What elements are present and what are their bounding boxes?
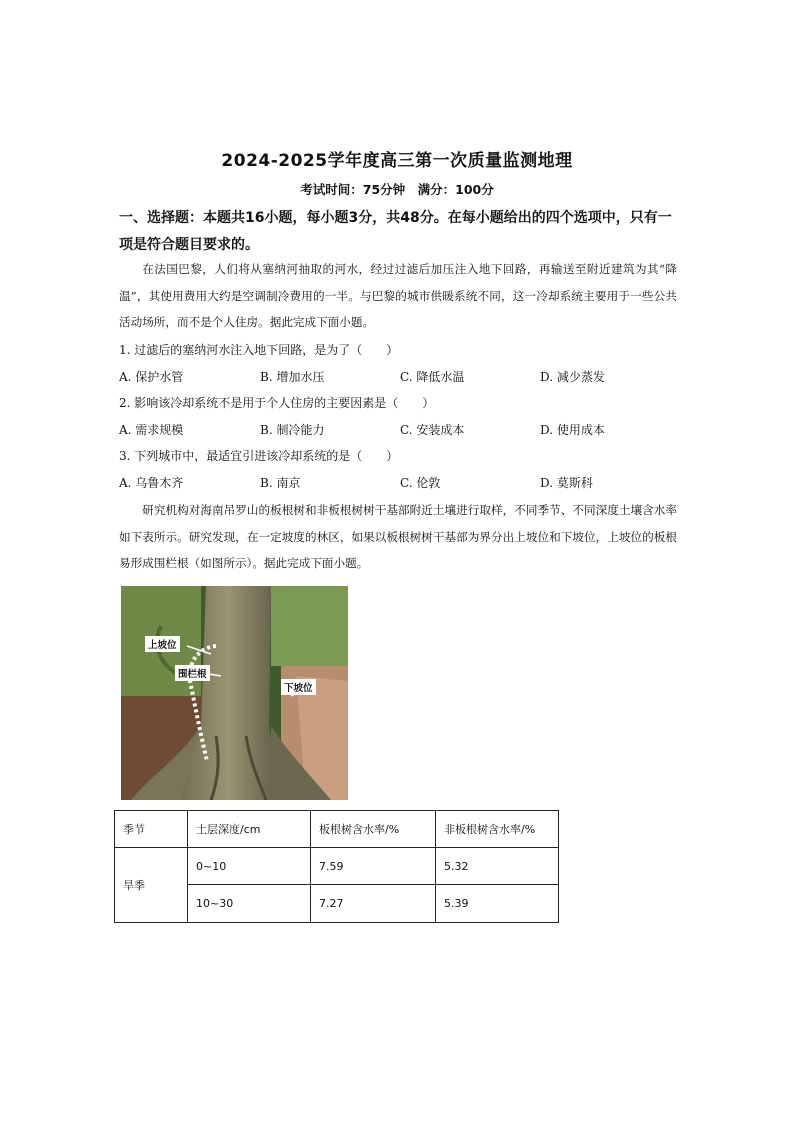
table-header-cell: 板根树含水率/% [311,811,436,848]
table-header-cell: 非板根树含水率/% [436,811,559,848]
table-cell: 0~10 [188,848,311,885]
question-3-stem: 3. 下列城市中，最适宜引进该冷却系统的是（ ） [119,449,399,463]
question-1-option-d: D. 减少蒸发 [540,370,605,384]
question-3-option-b: B. 南京 [260,476,301,490]
passage-1: 在法国巴黎，人们将从塞纳河抽取的河水，经过过滤后加压注入地下回路，再输送至附近建筑为其“降温”，其使用费用大约是空调制冷费用的一半。与巴黎的城市供暖系统不同，这一冷却系统主要用于一些公共活动场所，而不是个人住房。据此完成下面小题。 [119,262,677,329]
question-1-stem: 1. 过滤后的塞纳河水注入地下回路，是为了（ ） [119,343,399,357]
table-header-cell: 土层深度/cm [188,811,311,848]
question-3-option-a: A. 乌鲁木齐 [119,476,184,490]
question-2-option-c: C. 安装成本 [400,423,465,437]
question-2-stem: 2. 影响该冷却系统不是用于个人住房的主要因素是（ ） [119,396,435,410]
table-cell: 10~30 [188,885,311,923]
table-header-cell: 季节 [115,811,188,848]
table-cell: 5.39 [436,885,559,923]
passage-2: 研究机构对海南吊罗山的板根树和非板根树树干基部附近土壤进行取样，不同季节、不同深度土壤含水率如下表所示。研究发现，在一定坡度的林区，如果以板根树树干基部为界分出上坡位和下坡位，上坡位的板根易形成围栏根（如图所示）。据此完成下面小题。 [119,503,677,570]
question-2-option-b: B. 制冷能力 [260,423,325,437]
question-2-option-d: D. 使用成本 [540,423,605,437]
fence-root-label: 围栏根 [175,665,210,681]
section-heading: 一、选择题：本题共16小题，每小题3分，共48分。在每小题给出的四个选项中，只有一项是符合题目要求的。 [119,210,672,253]
table-cell-season: 旱季 [115,848,188,923]
table-header-row [115,811,559,848]
table-cell: 7.27 [311,885,436,923]
question-1-option-a: A. 保护水管 [119,370,184,384]
table-cell: 7.59 [311,848,436,885]
question-1-option-b: B. 增加水压 [260,370,325,384]
question-3-option-c: C. 伦敦 [400,476,441,490]
question-2-option-a: A. 需求规模 [119,423,184,437]
soil-moisture-table [114,810,559,923]
downslope-label: 下坡位 [281,679,316,695]
exam-info: 考试时间：75分钟 满分：100分 [300,182,494,197]
question-1-option-c: C. 降低水温 [400,370,465,384]
table-cell: 5.32 [436,848,559,885]
upslope-label: 上坡位 [145,636,180,652]
buttress-root-photo [121,586,348,800]
page-title: 2024-2025学年度高三第一次质量监测地理 [221,151,573,171]
question-3-option-d: D. 莫斯科 [540,476,593,490]
table-row [115,848,559,885]
